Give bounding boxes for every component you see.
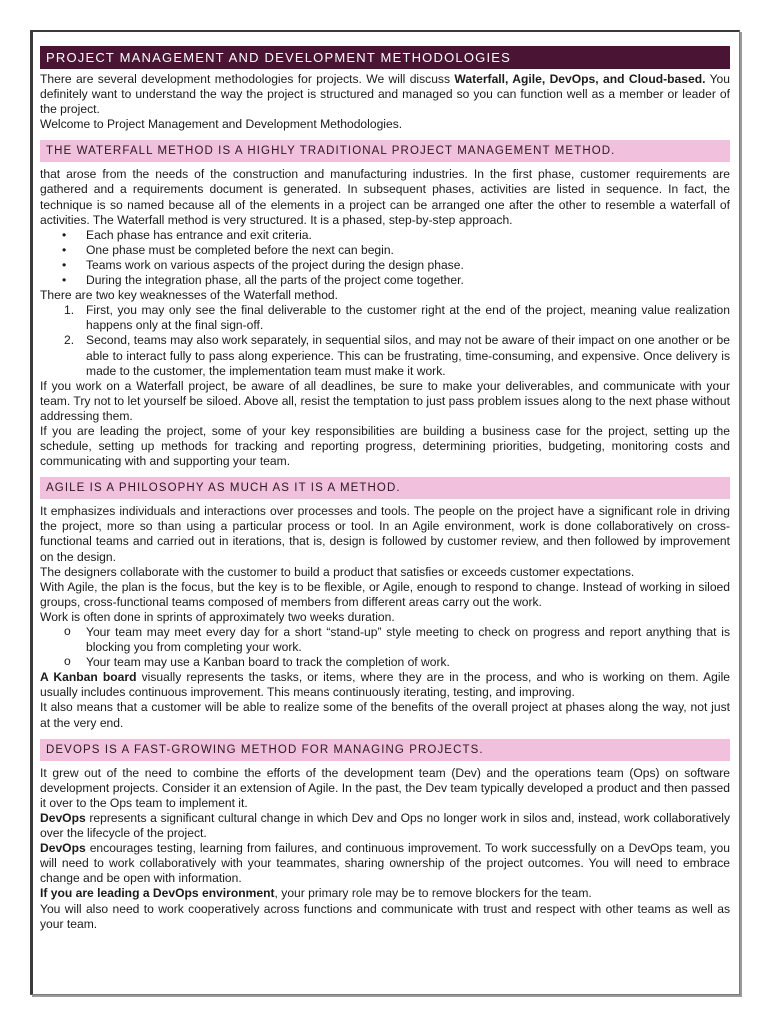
waterfall-paragraph-2: There are two key weaknesses of the Waterfall method. bbox=[40, 288, 339, 303]
bullet-icon: • bbox=[62, 242, 67, 257]
waterfall-paragraph-3: If you work on a Waterfall project, be aware of all deadlines, be sure to make your deliverables, and communicate with your team. Try not to let yourself be siloed. Above all, resist the temptation to just pass problem issues along to the next phase without addressing them. bbox=[40, 378, 730, 423]
devops-paragraph-2 bbox=[40, 811, 730, 841]
devops-bold: DevOps bbox=[40, 810, 86, 825]
devops-paragraph-4 bbox=[40, 886, 730, 901]
document-frame bbox=[30, 30, 740, 995]
list-item-text: Teams work on various aspects of the project during the design phase. bbox=[86, 257, 464, 272]
list-item-text: During the integration phase, all the parts of the project come together. bbox=[86, 273, 464, 288]
list-item-text: Your team may meet every day for a short “stand-up” style meeting to check on progress and report anything that is blocking you from completing your work. bbox=[86, 625, 730, 655]
intro-text-end: You definitely want to understand the way the project is structured and managed so you can function well as a member or leader of the project. bbox=[40, 72, 730, 117]
bullet-icon: • bbox=[62, 257, 67, 272]
list-item bbox=[64, 333, 730, 378]
intro-welcome: Welcome to Project Management and Development Methodologies. bbox=[40, 117, 403, 132]
list-item-text: First, you may only see the final deliverable to the customer right at the end of the project, meaning value realization happens only at the final sign-off. bbox=[86, 303, 730, 333]
devops-text: represents a significant cultural change in which Dev and Ops no longer work in silos and, instead, work collaboratively over the lifecycle of the project. bbox=[40, 810, 730, 841]
devops-paragraph-1: It grew out of the need to combine the efforts of the development team (Dev) and the operations team (Ops) on software development projects. Consider it an extension of Agile. In the past, the Dev team typically developed a product and then passed it over to the Ops team to implement it. bbox=[40, 765, 730, 810]
agile-paragraph-3: With Agile, the plan is the focus, but the key is to be flexible, or Agile, enough to respond to change. Instead of working in siloed groups, cross-functional teams composed of members from different areas carry out the work. bbox=[40, 579, 730, 609]
devops-paragraph-3 bbox=[40, 841, 730, 886]
page-title: PROJECT MANAGEMENT AND DEVELOPMENT METHODOLOGIES bbox=[40, 46, 730, 69]
waterfall-bullet-list bbox=[40, 228, 730, 288]
circle-bullet-icon: o bbox=[64, 654, 71, 669]
list-item bbox=[64, 654, 730, 670]
devops-lead-bold: If you are leading a DevOps environment bbox=[40, 886, 275, 901]
agile-section bbox=[40, 504, 730, 730]
agile-paragraph-4: Work is often done in sprints of approximately two weeks duration. bbox=[40, 609, 395, 624]
list-item-text: Your team may use a Kanban board to track the completion of work. bbox=[86, 655, 450, 670]
devops-text: , your primary role may be to remove blockers for the team. bbox=[274, 886, 592, 901]
waterfall-heading: THE WATERFALL METHOD IS A HIGHLY TRADITIONAL PROJECT MANAGEMENT METHOD. bbox=[40, 140, 730, 162]
intro-section bbox=[40, 72, 730, 132]
list-item bbox=[62, 227, 730, 243]
agile-heading: AGILE IS A PHILOSOPHY AS MUCH AS IT IS A METHOD. bbox=[40, 477, 730, 499]
waterfall-paragraph-4: If you are leading the project, some of your key responsibilities are building a business case for the project, setting up the schedule, setting up methods for tracking and reporting progress, determining priorities, budgeting, monitoring costs and communicating with and supporting your team. bbox=[40, 423, 730, 469]
bullet-icon: • bbox=[62, 227, 67, 242]
intro-bold-methods: Waterfall, Agile, DevOps, and Cloud-based. bbox=[454, 72, 706, 86]
circle-bullet-icon: o bbox=[64, 624, 71, 638]
waterfall-paragraph-1: that arose from the needs of the construction and manufacturing industries. In the first phase, customer requirements are gathered and a requirements document is generated. In subsequent phases, activities are listed in sequence. In fact, the technique is so named because all of the elements in a project can be arranged one after the other to resemble a waterfall of activities. The Waterfall method is very structured. It is a phased, step-by-step approach. bbox=[40, 167, 730, 227]
list-number: 1. bbox=[64, 303, 75, 318]
agile-paragraph-1: It emphasizes individuals and interactions over processes and tools. The people on the project have a significant role in driving the project, more so than using a particular process or tool. In an Agile environment, work is done collaboratively on cross-functional teams and carried out in iterations, that is, design is followed by customer review, and then followed by improvement on the design. bbox=[40, 504, 730, 564]
list-item bbox=[62, 257, 730, 273]
bullet-icon: • bbox=[62, 273, 67, 288]
agile-paragraph-6: It also means that a customer will be able to realize some of the benefits of the overall project at phases along the way, not just at the very end. bbox=[40, 700, 730, 730]
devops-paragraph-5: You will also need to work cooperatively across functions and communicate with trust and respect with other teams as well as your team. bbox=[40, 901, 730, 931]
list-item-text: One phase must be completed before the next can begin. bbox=[86, 242, 394, 257]
devops-heading: DEVOPS IS A FAST-GROWING METHOD FOR MANAGING PROJECTS. bbox=[40, 739, 730, 761]
devops-bold: DevOps bbox=[40, 841, 86, 856]
agile-paragraph-5 bbox=[40, 670, 730, 700]
kanban-bold: A Kanban board bbox=[40, 670, 137, 685]
agile-paragraph-2: The designers collaborate with the customer to build a product that satisfies or exceeds customer expectations. bbox=[40, 564, 635, 579]
agile-bullet-list bbox=[40, 625, 730, 670]
waterfall-section bbox=[40, 167, 730, 469]
intro-text: There are several development methodologies for projects. We will discuss bbox=[40, 72, 455, 86]
devops-section bbox=[40, 766, 730, 932]
list-item-text: Second, teams may also work separately, in sequential silos, and may not be aware of their impact on one another or be able to interact fully to pass along experience. This can be frustrating, time-consuming, and expensive. Once delivery is made to the customer, the implementation team must make it work. bbox=[86, 333, 730, 378]
waterfall-numbered-list bbox=[40, 303, 730, 378]
list-item-text: Each phase has entrance and exit criteria. bbox=[86, 227, 312, 242]
list-number: 2. bbox=[64, 333, 75, 348]
list-item bbox=[64, 624, 730, 655]
kanban-text: visually represents the tasks, or items, where they are in the process, and who is working on them. Agile usually includes continuous improvement. This means continuously iterating, testing, and improving. bbox=[40, 670, 730, 700]
devops-text: encourages testing, learning from failures, and continuous improvement. To work successfully on a DevOps team, you will need to work collaboratively with your teammates, sharing ownership of the project outcomes. You will need to embrace change and be open with information. bbox=[40, 841, 730, 886]
list-item bbox=[62, 242, 730, 258]
list-item bbox=[62, 273, 730, 288]
document-body bbox=[40, 46, 730, 932]
intro-paragraph bbox=[40, 72, 730, 117]
list-item bbox=[64, 303, 730, 333]
